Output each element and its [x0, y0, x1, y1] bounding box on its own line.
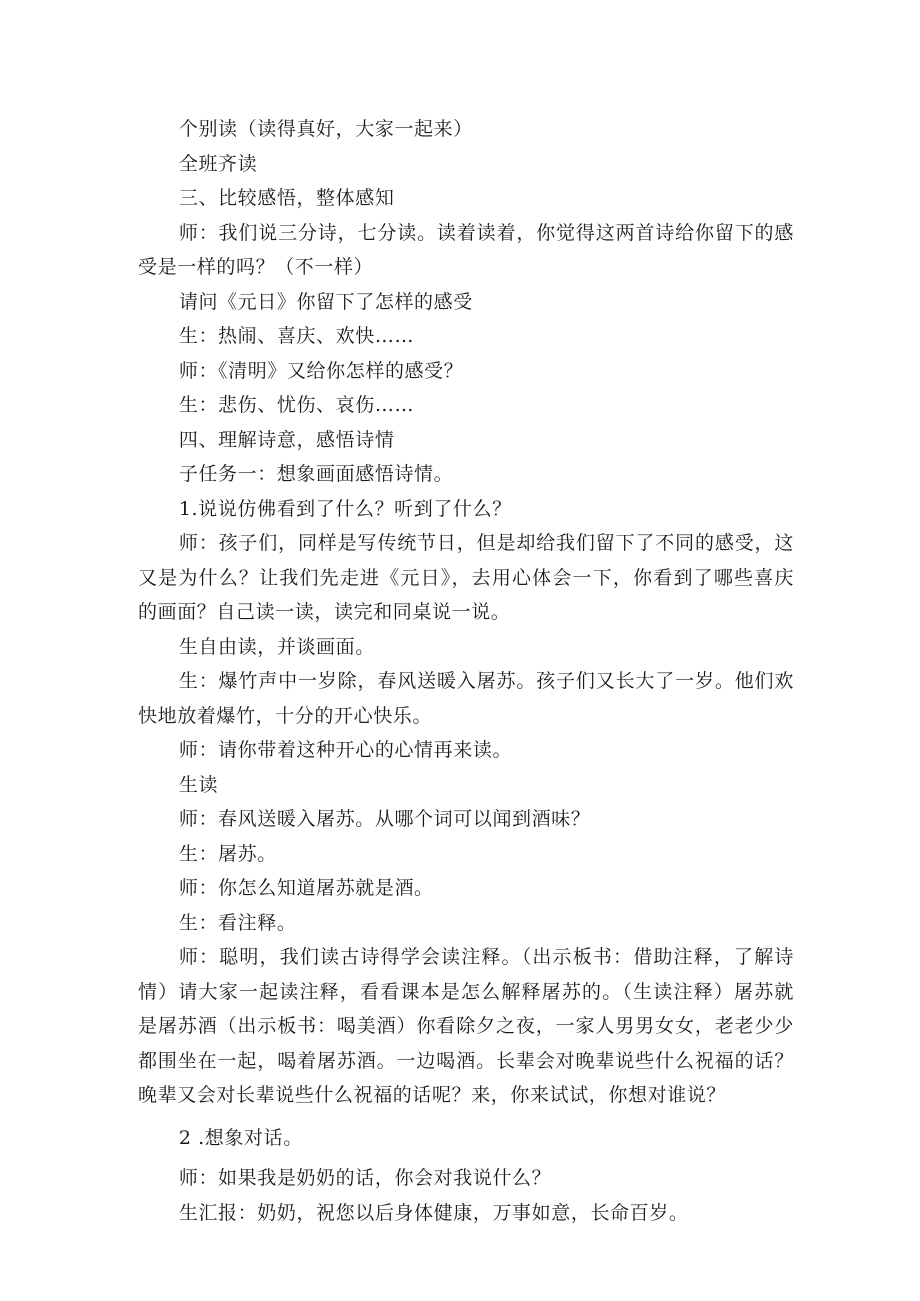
paragraph: 生：屠苏。	[178, 842, 277, 865]
document-body	[138, 112, 794, 1230]
paragraph: 师：我们说三分诗，七分读。读着读着，你觉得这两首诗给你留下的感受是一样的吗？（不一样）	[138, 221, 794, 278]
numbered-item: 2 .想象对话。	[178, 1126, 303, 1149]
subtask-heading: 子任务一：想象画面感悟诗情。	[178, 463, 454, 485]
paragraph: 生读	[178, 773, 219, 796]
section-heading: 三、比较感悟，整体感知	[178, 187, 395, 209]
paragraph: 生：悲伤、忧伤、哀伤……	[178, 394, 415, 416]
paragraph: 师：如果我是奶奶的话，你会对我说什么？	[178, 1167, 552, 1189]
paragraph: 生：看注释。	[178, 911, 297, 934]
paragraph: 师：请你带着这种开心的心情再来读。	[178, 739, 513, 761]
paragraph: 生：热闹、喜庆、欢快……	[178, 325, 415, 347]
paragraph: 师：你怎么知道屠苏就是酒。	[178, 877, 434, 899]
paragraph: 请问《元日》你留下了怎样的感受	[178, 290, 473, 313]
paragraph: 生自由读，并谈画面。	[178, 635, 375, 658]
numbered-item: 1.说说仿佛看到了什么？听到了什么？	[178, 497, 512, 520]
paragraph: 师：《清明》又给你怎样的感受？	[178, 359, 464, 382]
paragraph: 生：爆竹声中一岁除，春风送暖入屠苏。孩子们又长大了一岁。他们欢快地放着爆竹，十分的开心快乐。	[138, 670, 794, 727]
paragraph: 师：聪明，我们读古诗得学会读注释。（出示板书：借助注释，了解诗情）请大家一起读注释，看看课本是怎么解释屠苏的。（生读注释）屠苏就是屠苏酒（出示板书：喝美酒）你看除夕之夜，一家人男男女女，老老少少都围坐在一起，喝着屠苏酒。一边喝酒。长辈会对晚辈说些什么祝福的话？晚辈又会对长辈说些什么祝福的话呢？来，你来试试，你想对谁说？	[138, 946, 794, 1106]
paragraph: 师：春风送暖入屠苏。从哪个词可以闻到酒味？	[178, 808, 591, 830]
section-heading: 四、理解诗意，感悟诗情	[178, 428, 395, 451]
paragraph: 个别读（读得真好，大家一起来）	[178, 118, 473, 140]
paragraph: 师：孩子们，同样是写传统节日，但是却给我们留下了不同的感受，这又是为什么？让我们先走进《元日》，去用心体会一下，你看到了哪些喜庆的画面？自己读一读，读完和同桌说一说。	[138, 532, 794, 623]
paragraph: 生汇报：奶奶，祝您以后身体健康，万事如意，长命百岁。	[178, 1201, 689, 1224]
paragraph: 全班齐读	[178, 152, 258, 175]
